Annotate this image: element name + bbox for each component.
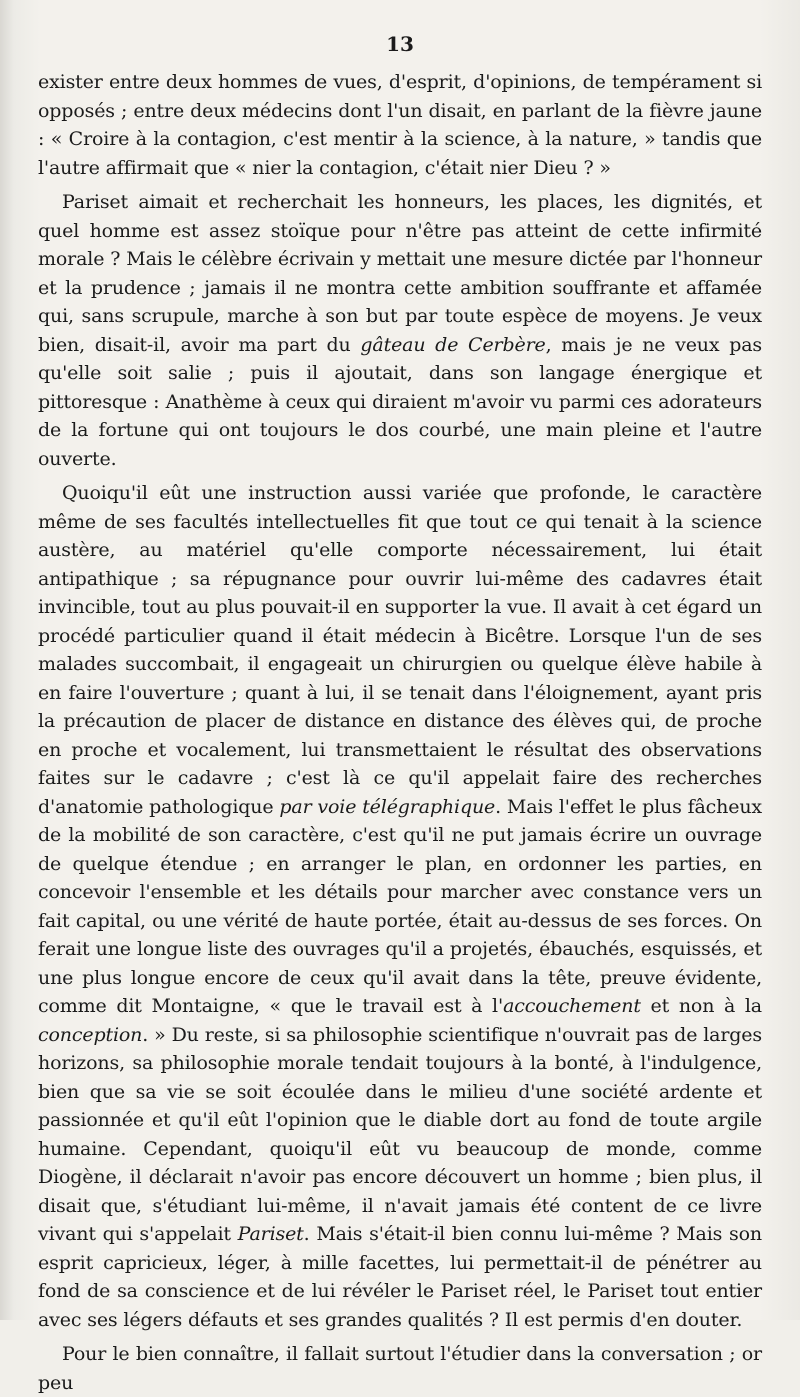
italic-phrase: par voie télégraphique (279, 795, 496, 818)
text-run: . » Du reste, si sa philosophie scientifique n'ouvrait pas de larges horizons, sa philosophie morale tendait toujours à la bonté, à l'indulgence, bien que sa vie se soit écoulée dans le milieu d'une société ardente et passionnée et qu'il eût l'opinion que le diable dort au fond de toute argile humaine. Cependant, quoiqu'il eût vu beaucoup de monde, comme Diogène, il déclarait n'avoir pas encore découvert un homme ; bien plus, il disait que, s'étudiant lui-même, il n'avait jamais été content de ce livre vivant qui s'appelait (38, 1023, 762, 1245)
paragraph-4 (38, 1340, 762, 1397)
italic-phrase: conception (38, 1023, 143, 1046)
paragraph-2 (38, 188, 762, 473)
italic-phrase: Pariset (237, 1223, 304, 1245)
italic-phrase: gâteau de Cerbère (360, 333, 546, 356)
text-run: Quoiqu'il eût une instruction aussi variée que profonde, le caractère même de ses facultés intellectuelles fit que tout ce qui tenait à la science austère, au matériel qu'elle comporte nécessairement, lui était antipathique ; sa répugnance pour ouvrir lui-même des cadavres était invincible, tout au plus pouvait-il en supporter la vue. Il avait à cet égard un procédé particulier quand il était médecin à Bicêtre. Lorsque l'un de ses malades succombait, il engageait un chirurgien ou quelque élève habile à en faire l'ouverture ; quant à lui, il se tenait dans l'éloignement, ayant pris la précaution de placer de distance en distance des élèves qui, de proche en proche et vocalement, lui transmettaient le résultat des observations faites sur le cadavre ; c'est là ce qu'il appelait faire des recherches d'anatomie pathologique (38, 482, 762, 818)
paragraph-1 (38, 68, 762, 182)
text-run: , mais je ne veux pas qu'elle soit salie ; puis il ajoutait, dans son langage énergique et pittoresque : Anathème à ceux qui diraient m'avoir vu parmi ces adorateurs de la fortune qui ont toujours le dos courbé, une main pleine et l'autre ouverte. (38, 333, 763, 470)
italic-phrase: accouchement (503, 995, 641, 1017)
text-run: . Mais s'était-il bien connu lui-même ? Mais son esprit capricieux, léger, à mille facettes, lui permettait-il de pénétrer au fond de sa conscience et de lui révéler le Pariset réel, le Pariset tout entier avec ses légers défauts et ses grandes qualités ? Il est permis d'en douter. (38, 1223, 763, 1331)
paragraph-3 (38, 479, 762, 1334)
text-run: . Mais l'effet le plus fâcheux de la mobilité de son caractère, c'est qu'il ne put jamais écrire un ouvrage de quelque étendue ; en arranger le plan, en ordonner les parties, en concevoir l'ensemble et les détails pour marcher avec constance vers un fait capital, ou une vérité de haute portée, était au-dessus de ses forces. On ferait une longue liste des ouvrages qu'il a projetés, ébauchés, esquissés, et une plus longue encore de ceux qu'il avait dans la tête, preuve évidente, comme dit Montaigne, « que le travail est à l' (38, 795, 762, 1017)
text-run: et non à la (640, 995, 762, 1017)
page-number: 13 (386, 32, 414, 56)
text-run: exister entre deux hommes de vues, d'esprit, d'opinions, de tempérament si opposés ; entre deux médecins dont l'un disait, en parlant de la fièvre jaune : « Croire à la contagion, c'est mentir à la science, à la nature, » tandis que l'autre affirmait que « nier la contagion, c'était nier Dieu ? » (38, 71, 762, 179)
text-run: Pariset aimait et recherchait les honneurs, les places, les dignités, et quel homme est assez stoïque pour n'être pas atteint de cette infirmité morale ? Mais le célèbre écrivain y mettait une mesure dictée par l'honneur et la prudence ; jamais il ne montra cette ambition souffrante et affamée qui, sans scrupule, marche à son but par toute espèce de moyens. Je veux bien, disait-il, avoir ma part du (38, 191, 762, 356)
text-run: Pour le bien connaître, il fallait surtout l'étudier dans la conversation ; or peu (38, 1343, 762, 1394)
